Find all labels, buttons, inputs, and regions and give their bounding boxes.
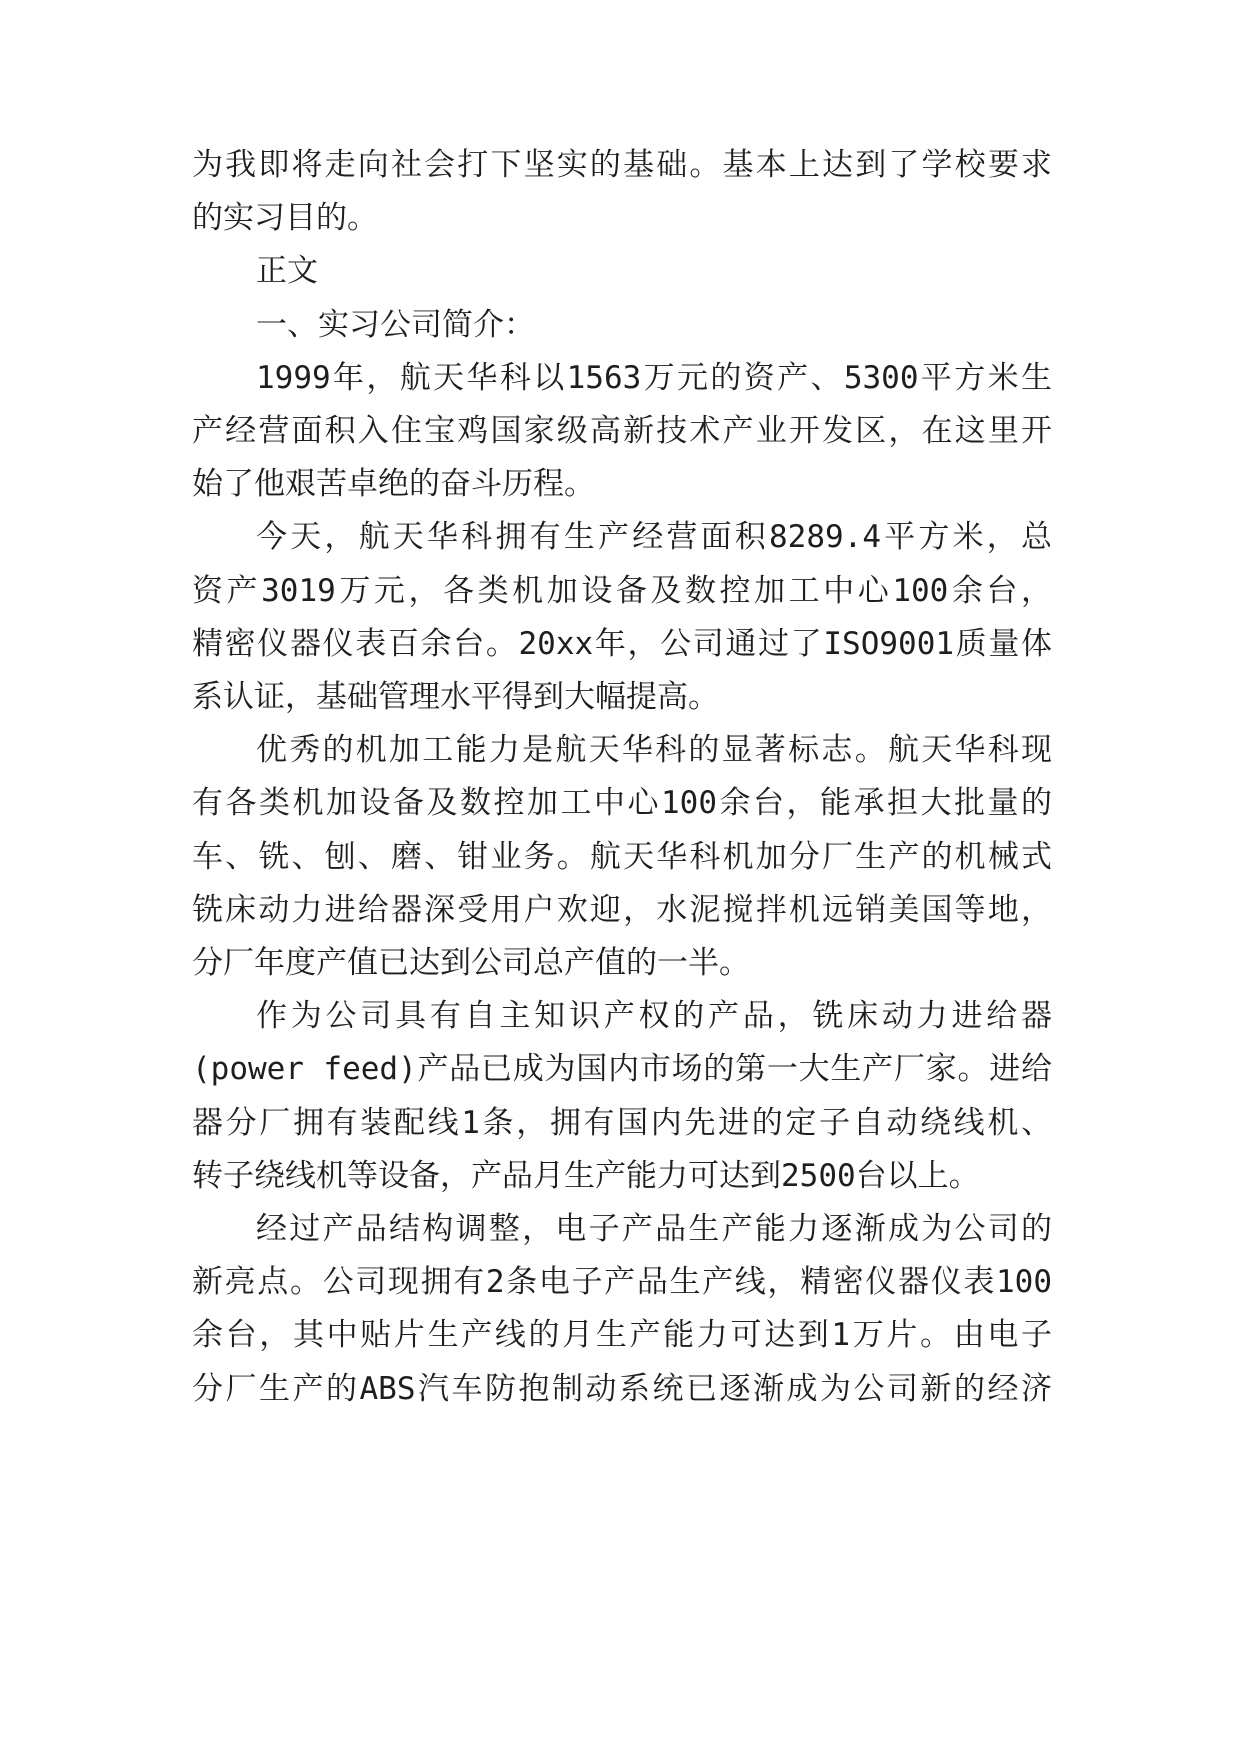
text-line: 资产3019万元，各类机加设备及数控加工中心100余台， bbox=[192, 572, 1052, 609]
text-line: 产经营面积入住宝鸡国家级高新技术产业开发区，在这里开 bbox=[192, 413, 1052, 449]
text-line: 车、铣、刨、磨、钳业务。航天华科机加分厂生产的机械式 bbox=[192, 838, 1052, 875]
text-line: 为我即将走向社会打下坚实的基础。基本上达到了学校要求 bbox=[192, 147, 1052, 183]
text-line: 分厂年度产值已达到公司总产值的一半。 bbox=[192, 945, 750, 981]
text-line: 作为公司具有自主知识产权的产品，铣床动力进给器 bbox=[256, 998, 1052, 1035]
text-line: 分厂生产的ABS汽车防抱制动系统已逐渐成为公司新的经济 bbox=[192, 1370, 1052, 1407]
text-line: 新亮点。公司现拥有2条电子产品生产线，精密仪器仪表100 bbox=[192, 1264, 1052, 1301]
text-line: 精密仪器仪表百余台。20xx年，公司通过了ISO9001质量体 bbox=[192, 625, 1052, 662]
text-line: (power feed)产品已成为国内市场的第一大生产厂家。进给 bbox=[192, 1051, 1052, 1088]
text-line: 始了他艰苦卓绝的奋斗历程。 bbox=[192, 466, 595, 503]
text-line: 器分厂拥有装配线1条，拥有国内先进的定子自动绕线机、 bbox=[192, 1104, 1052, 1141]
text-line: 有各类机加设备及数控加工中心100余台，能承担大批量的 bbox=[192, 785, 1052, 822]
text-line: 的实习目的。 bbox=[192, 200, 378, 237]
text-line: 正文 bbox=[256, 253, 318, 290]
text-line: 转子绕线机等设备，产品月生产能力可达到2500台以上。 bbox=[192, 1157, 980, 1194]
text-line: 经过产品结构调整，电子产品生产能力逐渐成为公司的 bbox=[256, 1211, 1052, 1247]
text-line: 1999年，航天华科以1563万元的资产、5300平方米生 bbox=[256, 359, 1052, 396]
text-line: 余台，其中贴片生产线的月生产能力可达到1万片。由电子 bbox=[192, 1317, 1052, 1354]
text-line: 一、实习公司简介： bbox=[256, 306, 535, 343]
text-line: 铣床动力进给器深受用户欢迎，水泥搅拌机远销美国等地， bbox=[192, 891, 1052, 928]
text-line: 系认证，基础管理水平得到大幅提高。 bbox=[192, 679, 719, 715]
text-line: 优秀的机加工能力是航天华科的显著标志。航天华科现 bbox=[256, 732, 1052, 769]
text-line: 今天，航天华科拥有生产经营面积8289.4平方米，总 bbox=[256, 519, 1052, 556]
